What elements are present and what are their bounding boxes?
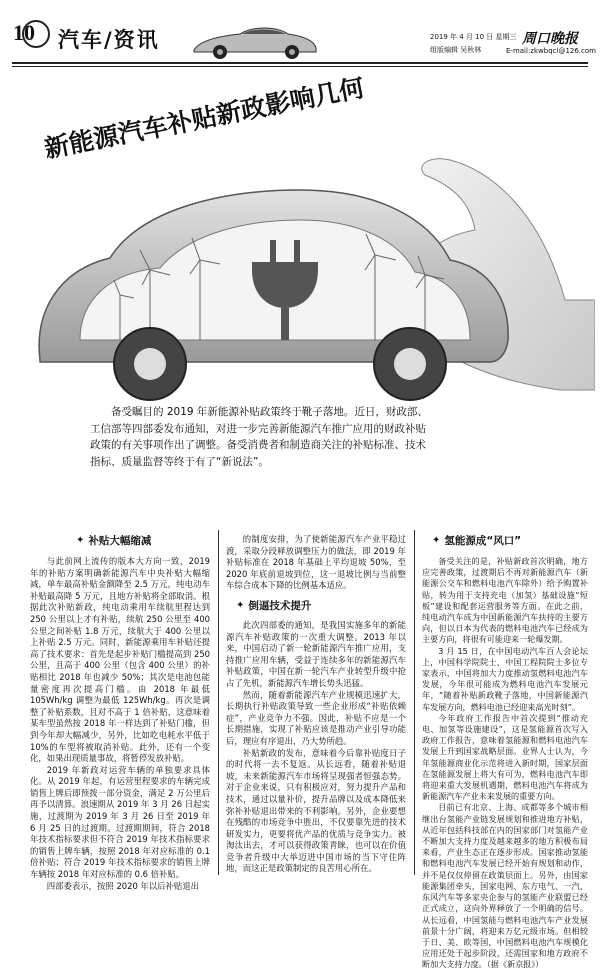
star-bullet-icon: ✦ <box>76 535 85 546</box>
column-divider <box>414 530 415 875</box>
paragraph: 2019 年新政对运营车辆的单独要求具体化。从 2019 年起，有运营里程要求的车辆完成销售上牌后即预拨一部分资金，满足 2 万公里后再予以清算。浪速期从 2019 年 3 月 26 日起实施，过渡期为 2019 年 3 月 26 日至 2019 年 6 月 25 日的过渡期。过渡期期间，符合 2018 年技术指标要求但不符合 2019 年技术指标要求的销售上牌车辆，按照 2018 年对应标准的 0.1 倍补贴；符合 2019 年技术指标要求的销售上牌车辆按 2018 年对应标准的 0.6 倍补贴。 <box>30 764 210 880</box>
paragraph: 四部委表示，按照 2020 年以后补贴退出 <box>46 880 200 891</box>
page-header <box>0 0 600 64</box>
ev-plug-car-illustration <box>20 150 595 410</box>
subhead-subsidy-cut <box>76 533 151 548</box>
sports-car-icon <box>190 22 320 62</box>
masthead-logo: 周口晚报 <box>522 31 578 47</box>
paragraph: 备受关注的是，补贴新政首次明确，地方应完善政策，过渡期后不再对新能源汽车（新能源公交车和燃料电池汽车除外）给予购置补贴，转为用于支持充电（加氢）基础设施“短板”建设和配套运营服务等方面。在此之前，纯电动汽车成为中国新能源汽车扶持的主要方向，但以日本为代表的燃料电池汽车已经成为主要方向，将很有可能迎来一轮爆发期。 <box>422 556 588 645</box>
subhead-label: 氢能源成“风口” <box>444 535 522 547</box>
star-bullet-icon: ✦ <box>432 535 441 546</box>
paragraph: 此次四部委的通知，是我国实施多年的新能源汽车补贴政策的一次重大调整。2013 年以来，中国启动了新一轮新能源汽车推广应用，支持推广应用车辆，受益于连续多年的新能源汽车补贴政策，中国在新一轮汽车产业转型升级中抢占了先机，新能源汽车增长势头迅猛。 <box>226 620 406 688</box>
star-bullet-icon: ✦ <box>236 600 245 611</box>
paragraph: 补贴新政的发布，意味着今后靠补贴度日子的时代将一去不复返。从长远看，随着补贴退坡，未来新能源汽车市场将呈现强者恒强态势。对于企业来说，只有积极应对，努力提升产品和技术，通过以量补价，提升品牌以及成本降低来弥补补贴退出带来的不利影响。另外，企业要想在残酷的市场竞争中胜出，不仅要靠先进的技术研发实力，更要将优产品的优质与竞争实力。被淘汰出去，才可以获得政策青睐，也可以在价值竞争者升级中大举迈进中国市场的当下守住阵地，而这正是政策制定的良苦用心所在。 <box>226 747 406 874</box>
column-2-top-text <box>226 534 406 592</box>
header-rule-thick <box>12 62 588 64</box>
paragraph: 的制度安排，为了使新能源汽车产业平稳过渡，采取分段释放调整压力的做法，即 2019 年补贴标准在 2018 年基础上平均退坡 50%，至 2020 年底前退坡到位，这一退坡比例与当前整车综合成本下降的比例基本适应。 <box>226 534 406 591</box>
issue-date: 2019 年 4 月 10 日 星期三 <box>430 33 517 41</box>
subhead-tech-upgrade <box>236 598 311 613</box>
editor-line: 组版编辑 吴秋林 <box>430 46 482 54</box>
subhead-hydrogen <box>432 533 521 548</box>
paragraph: 与此前网上流传的版本大方向一致，2019 年的补贴方案明确新能源汽车中央补贴大幅缩减，单车最高补贴金额降至 2.5 万元，纯电动车补贴最高降 5 万元，且地方补贴将全部取消。根据此次补贴新政，纯电动乘用车续航里程达到 250 公里以上才有补贴，续航 250 公里至 400 公里之间补贴 1.8 万元，续航大于 400 公里以上补贴 2.5 万元。同时，新能源乘用车补贴还提高了技术要求：首先是起步补贴门槛提高到 250 公里，且高于 400 公里（包含 400 公里）的补贴相比 2018 年也减少 50%；其次是电池包能量密度再次提高门槛。由 2018 年最低 105Wh/kg 调整为最低 125Wh/kg。再次是调整了补贴系数，且对不高于 1 倍补贴，这意味着某车型虽然按 2018 年一样达到了补贴门槛，但到今年却大幅减少，另外，比如吃电耗水平低于 10%的车型将被取消补贴。此外，还有一个变化，如果出现质量事故，将暂停发放补贴。 <box>30 556 210 764</box>
paragraph: 今年政府工作报告中首次提到“推动充电、加氢等设施建设”，这是氢能源首次写入政府工作报告，意味着氢能源和燃料电池汽车发展上升到国家战略层面。业界人士认为，今年氢能源商业化示范将进入新时期，国家层面在氢能源发展上将大有可为，燃料电池汽车即将迎来重大发展机遇期，燃料电池汽车将成为新能源汽车产业未来发展的重要方向。 <box>422 712 588 802</box>
article-headline: 新能源汽车补贴新政影响几何 <box>42 72 367 164</box>
article-lead: 备受瞩目的 2019 年新能源补贴政策终于靴子落地。近日，财政部、工信部等四部委发布通知，对进一步完善新能源汽车推广应用的财政补贴政策的有关事项作出了调整。备受消费者和制造商关注的补贴标准、技术指标、质量监督等终于有了“新说法”。 <box>90 406 428 468</box>
column-3-text <box>422 556 588 971</box>
page-number: 10 <box>13 20 35 45</box>
header-rule-thin <box>12 66 588 67</box>
subhead-label: 倒逼技术提升 <box>248 600 312 612</box>
column-1-text <box>30 556 210 892</box>
section-title: 汽车/资讯 <box>58 28 160 52</box>
subhead-label: 补贴大幅缩减 <box>88 535 152 547</box>
paragraph: 然而，随着新能源汽车产业规模迅速扩大，长期执行补贴政策导致一些企业形成“补贴依赖症”，产业竞争力不强。因此，补贴不应是一个长期措施，实现了补贴应该是推动产业引导功能后，理应有序退出，乃大势所趋。 <box>226 689 406 746</box>
paragraph: 3 月 15 日，在中国电动汽车百人会论坛上，中国科学院院士、中国工程院院士多位专家表示，中国将加大力度推动氢燃料电池汽车发展，今年很可能成为燃料电池汽车发展元年，“随着补贴新政靴子落地，中国新能源汽车发展方向，燃料电池已经迎来高光时刻”。 <box>422 645 588 712</box>
column-divider <box>218 530 219 875</box>
paragraph: 目前已有北京、上海、成都等多个城市相继出台氢能产业链发展规划和推进地方补贴，从近年包括科技部在内的国家部门对氢能产业不断加大支持力度及越来越多的地方积极布局来看，产业生态正在逐步形成。国家推动氢能和燃料电池汽车发展已经开始有规划和动作，并不是仅仅停留在政策层面上。另外，由国家能源集团牵头，国家电网、东方电气、一汽、东风汽车等多家央企参与的氢能产业联盟已经正式成立，这向外界释放了一个明确的信号。从长远看，中国氢能与燃料电池汽车产业发展前景十分广阔，将迎来万亿元级市场。但相较于日、美、欧等国，中国燃料电池汽车规模化应用还处于起步阶段，还需国家和地方政府不断加大支持力度。（据《新京报》） <box>422 802 588 970</box>
column-2-text <box>226 620 406 875</box>
contact-email: E-mail:zkwbqcl@126.com <box>506 47 596 55</box>
